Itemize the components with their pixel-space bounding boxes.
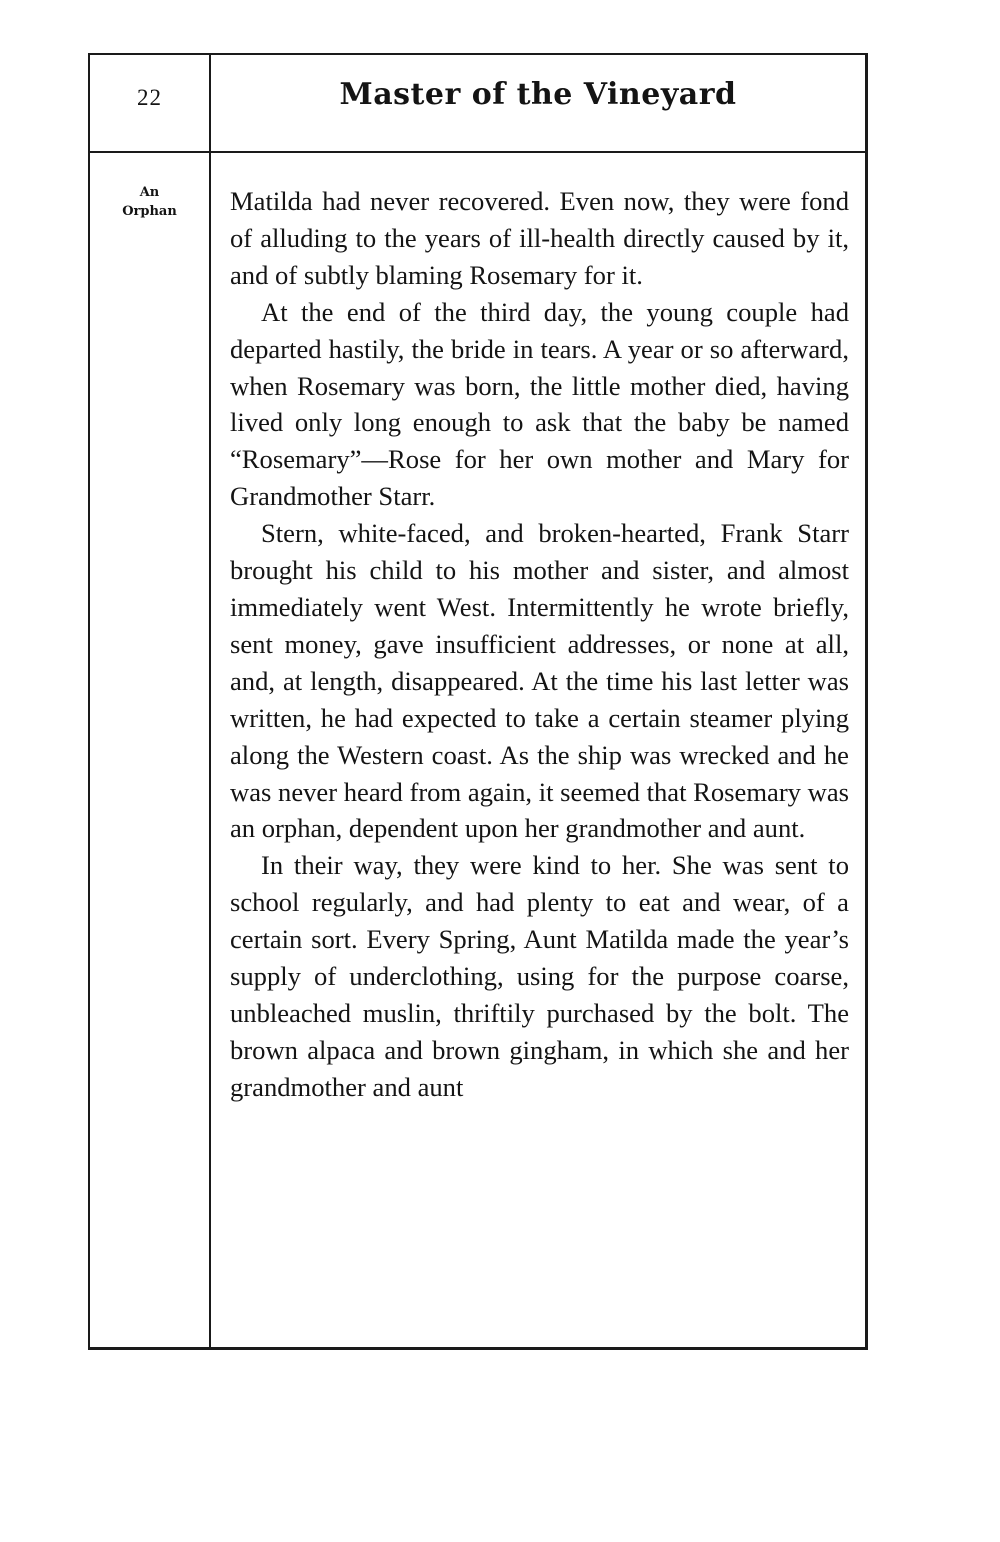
paragraph: Stern, white-faced, and broken-hearted, Frank Starr brought his child to his mother and sister, and almost immediately went West. Intermittently he wrote briefly, sent money, gave insufficient addresses, or none at all, and, at length, disappeared. At the time his last letter was written, he had expected to take a certain steamer plying along the Western coast. As the ship was wrecked and he was never heard from again, it seemed that Rosemary was an orphan, dependent upon her grandmother and aunt. (230, 518, 849, 844)
running-title: Master of the Vineyard (339, 77, 737, 112)
page-number: 22 (137, 85, 162, 110)
margin-note (90, 183, 209, 221)
page-frame (88, 53, 868, 1350)
margin-column-divider (209, 55, 211, 1347)
body-text (230, 183, 849, 1106)
paragraph: At the end of the third day, the young couple had departed hastily, the bride in tears. A year or so afterward, when Rosemary was born, the little mother died, having lived only long enough to ask that the baby be named “Rosemary”—Rose for her own mother and Mary for Grandmother Starr. (230, 296, 849, 512)
margin-note-line: An (139, 185, 160, 200)
margin-note-line: Orphan (122, 204, 177, 219)
paragraph: In their way, they were kind to her. She was sent to school regularly, and had plenty to eat and wear, of a certain sort. Every Spring, Aunt Matilda made the year’s supply of underclothing, using for the purpose coarse, unbleached muslin, thriftily purchased by the bolt. The brown alpaca and brown gingham, in which she and her grandmother and aunt (230, 850, 849, 1102)
header-divider (90, 151, 865, 153)
paragraph: Matilda had never recovered. Even now, they were fond of alluding to the years of ill-health directly caused by it, and of subtly blaming Rosemary for it. (230, 186, 849, 290)
